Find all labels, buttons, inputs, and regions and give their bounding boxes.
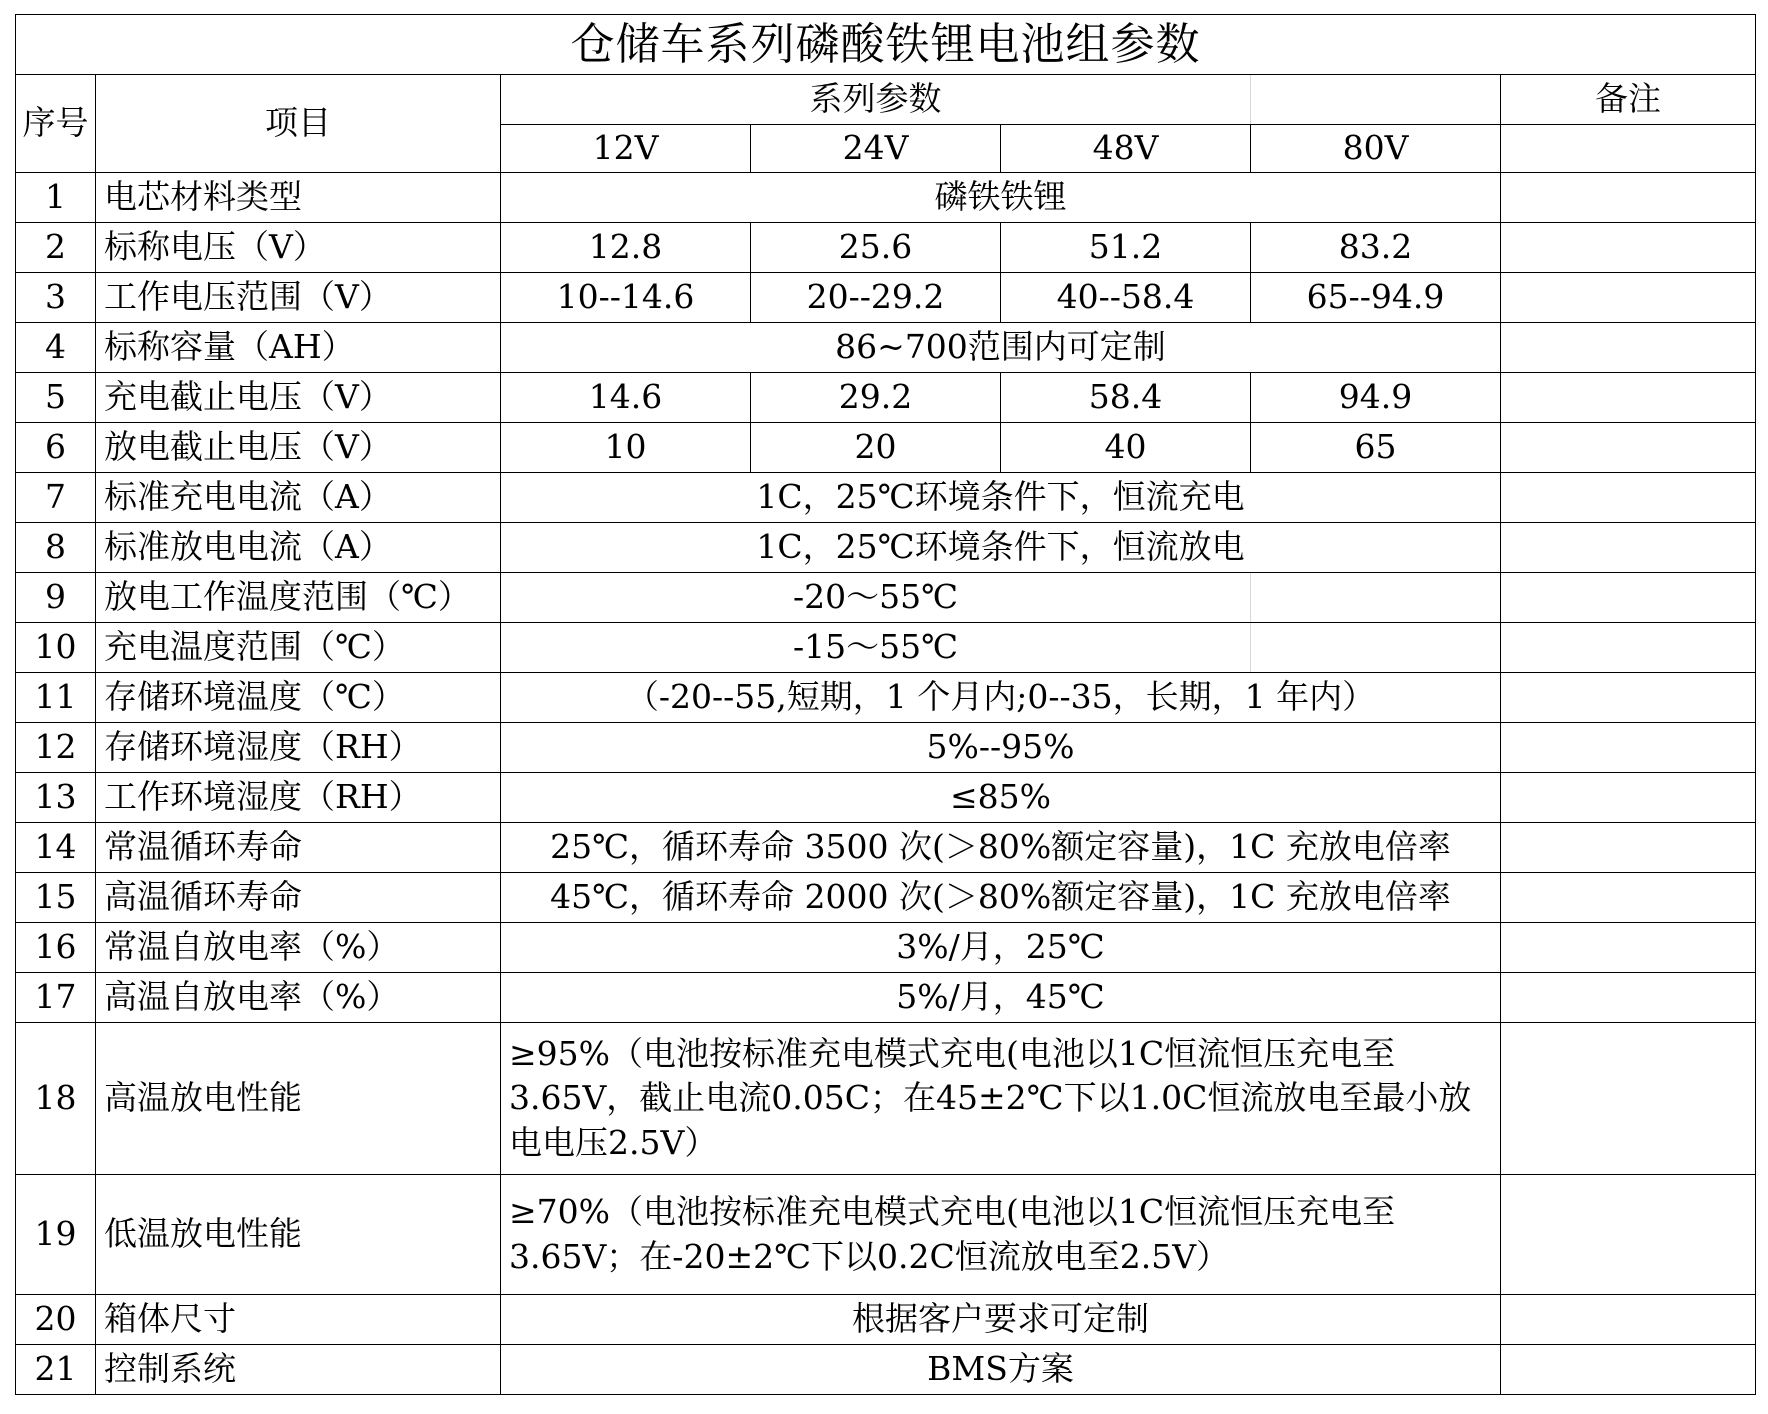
remark-cell: [1501, 125, 1756, 173]
table-row: [16, 623, 1756, 673]
row-item: 常温自放电率（%）: [96, 923, 501, 973]
table-row: [16, 1345, 1756, 1395]
row-item: 高温自放电率（%）: [96, 973, 501, 1023]
remark-cell: [1501, 523, 1756, 573]
row-no: 15: [16, 873, 96, 923]
header-series: 系列参数: [501, 75, 1251, 125]
table-row: [16, 223, 1756, 273]
remark-cell: [1501, 1175, 1756, 1295]
table-row: [16, 173, 1756, 223]
table-row: [16, 473, 1756, 523]
row-value: -15～55℃: [501, 623, 1251, 673]
row-no: 8: [16, 523, 96, 573]
row-no: 17: [16, 973, 96, 1023]
row-value: 86~700范围内可定制: [501, 323, 1501, 373]
row-item: 标称电压（V）: [96, 223, 501, 273]
row-value-48v: 40--58.4: [1001, 273, 1251, 323]
row-no: 7: [16, 473, 96, 523]
row-value: 1C，25℃环境条件下，恒流放电: [501, 523, 1501, 573]
row-value: ≥95%（电池按标准充电模式充电(电池以1C恒流恒压充电至3.65V，截止电流0.05C；在45±2℃下以1.0C恒流放电至最小放电电压2.5V）: [501, 1023, 1501, 1175]
header-remark: 备注: [1501, 75, 1756, 125]
row-value-24v: 20--29.2: [751, 273, 1001, 323]
row-item: 标称容量（AH）: [96, 323, 501, 373]
row-value: 3%/月，25℃: [501, 923, 1501, 973]
row-item: 标准放电电流（A）: [96, 523, 501, 573]
table-row: [16, 723, 1756, 773]
row-value: ≤85%: [501, 773, 1501, 823]
table-row: [16, 773, 1756, 823]
row-no: 9: [16, 573, 96, 623]
remark-cell: [1501, 273, 1756, 323]
header-voltage-80v: 80V: [1251, 125, 1501, 173]
row-value-12v: 14.6: [501, 373, 751, 423]
row-no: 2: [16, 223, 96, 273]
row-item: 放电截止电压（V）: [96, 423, 501, 473]
remark-cell: [1501, 723, 1756, 773]
header-series-extension: [1251, 75, 1501, 125]
row-value-48v: 58.4: [1001, 373, 1251, 423]
remark-cell: [1501, 673, 1756, 723]
table-row: [16, 923, 1756, 973]
header-voltage-24v: 24V: [751, 125, 1001, 173]
header-voltage-12v: 12V: [501, 125, 751, 173]
row-value-48v: 51.2: [1001, 223, 1251, 273]
table-row: [16, 673, 1756, 723]
row-value: 5%--95%: [501, 723, 1501, 773]
header-item: 项目: [96, 75, 501, 173]
table-row: [16, 273, 1756, 323]
remark-cell: [1501, 923, 1756, 973]
row-value: 25℃，循环寿命 3500 次(＞80%额定容量)，1C 充放电倍率: [501, 823, 1501, 873]
row-no: 12: [16, 723, 96, 773]
row-value-24v: 29.2: [751, 373, 1001, 423]
remark-cell: [1501, 323, 1756, 373]
row-value: （-20--55,短期，1 个月内;0--35，长期，1 年内）: [501, 673, 1501, 723]
row-value-12v: 10--14.6: [501, 273, 751, 323]
row-no: 10: [16, 623, 96, 673]
remark-cell: [1501, 223, 1756, 273]
row-item: 常温循环寿命: [96, 823, 501, 873]
remark-cell: [1501, 573, 1756, 623]
remark-cell: [1501, 973, 1756, 1023]
remark-cell: [1501, 623, 1756, 673]
row-no: 21: [16, 1345, 96, 1395]
row-value: 5%/月，45℃: [501, 973, 1501, 1023]
row-value-extension: [1251, 623, 1501, 673]
table-row: [16, 1175, 1756, 1295]
remark-cell: [1501, 373, 1756, 423]
row-no: 3: [16, 273, 96, 323]
row-item: 箱体尺寸: [96, 1295, 501, 1345]
row-value-48v: 40: [1001, 423, 1251, 473]
remark-cell: [1501, 1023, 1756, 1175]
remark-cell: [1501, 1295, 1756, 1345]
row-item: 工作电压范围（V）: [96, 273, 501, 323]
header-seq: 序号: [16, 75, 96, 173]
table-row: [16, 1023, 1756, 1175]
battery-parameter-table: [15, 14, 1756, 1395]
remark-cell: [1501, 423, 1756, 473]
row-item: 标准充电电流（A）: [96, 473, 501, 523]
row-no: 13: [16, 773, 96, 823]
row-item: 存储环境湿度（RH）: [96, 723, 501, 773]
table-row: [16, 573, 1756, 623]
table-row: [16, 873, 1756, 923]
row-value-80v: 83.2: [1251, 223, 1501, 273]
row-item: 高温循环寿命: [96, 873, 501, 923]
row-value-12v: 12.8: [501, 223, 751, 273]
row-item: 低温放电性能: [96, 1175, 501, 1295]
row-no: 16: [16, 923, 96, 973]
row-item: 控制系统: [96, 1345, 501, 1395]
row-value: -20～55℃: [501, 573, 1251, 623]
row-no: 11: [16, 673, 96, 723]
row-value-12v: 10: [501, 423, 751, 473]
row-item: 电芯材料类型: [96, 173, 501, 223]
table-row: [16, 423, 1756, 473]
header-voltage-48v: 48V: [1001, 125, 1251, 173]
row-value-24v: 20: [751, 423, 1001, 473]
row-no: 5: [16, 373, 96, 423]
row-no: 1: [16, 173, 96, 223]
row-item: 充电温度范围（℃）: [96, 623, 501, 673]
table-title: 仓储车系列磷酸铁锂电池组参数: [16, 15, 1756, 75]
row-no: 14: [16, 823, 96, 873]
row-no: 4: [16, 323, 96, 373]
remark-cell: [1501, 823, 1756, 873]
row-value-80v: 94.9: [1251, 373, 1501, 423]
row-value-80v: 65--94.9: [1251, 273, 1501, 323]
remark-cell: [1501, 773, 1756, 823]
row-no: 18: [16, 1023, 96, 1175]
table-row: [16, 373, 1756, 423]
row-item: 高温放电性能: [96, 1023, 501, 1175]
row-value: 1C，25℃环境条件下，恒流充电: [501, 473, 1501, 523]
row-item: 放电工作温度范围（℃）: [96, 573, 501, 623]
row-item: 充电截止电压（V）: [96, 373, 501, 423]
table-row: [16, 973, 1756, 1023]
row-value-extension: [1251, 573, 1501, 623]
row-no: 20: [16, 1295, 96, 1345]
row-value-24v: 25.6: [751, 223, 1001, 273]
table-row: [16, 823, 1756, 873]
row-value: 根据客户要求可定制: [501, 1295, 1501, 1345]
remark-cell: [1501, 1345, 1756, 1395]
remark-cell: [1501, 873, 1756, 923]
row-value: 45℃，循环寿命 2000 次(＞80%额定容量)，1C 充放电倍率: [501, 873, 1501, 923]
row-value: BMS方案: [501, 1345, 1501, 1395]
row-value-80v: 65: [1251, 423, 1501, 473]
row-no: 6: [16, 423, 96, 473]
row-no: 19: [16, 1175, 96, 1295]
table-row: [16, 523, 1756, 573]
remark-cell: [1501, 173, 1756, 223]
row-item: 存储环境温度（℃）: [96, 673, 501, 723]
row-value: ≥70%（电池按标准充电模式充电(电池以1C恒流恒压充电至3.65V；在-20±2℃下以0.2C恒流放电至2.5V）: [501, 1175, 1501, 1295]
table-row: [16, 1295, 1756, 1345]
remark-cell: [1501, 473, 1756, 523]
row-item: 工作环境湿度（RH）: [96, 773, 501, 823]
row-value: 磷铁铁锂: [501, 173, 1501, 223]
table-row: [16, 323, 1756, 373]
